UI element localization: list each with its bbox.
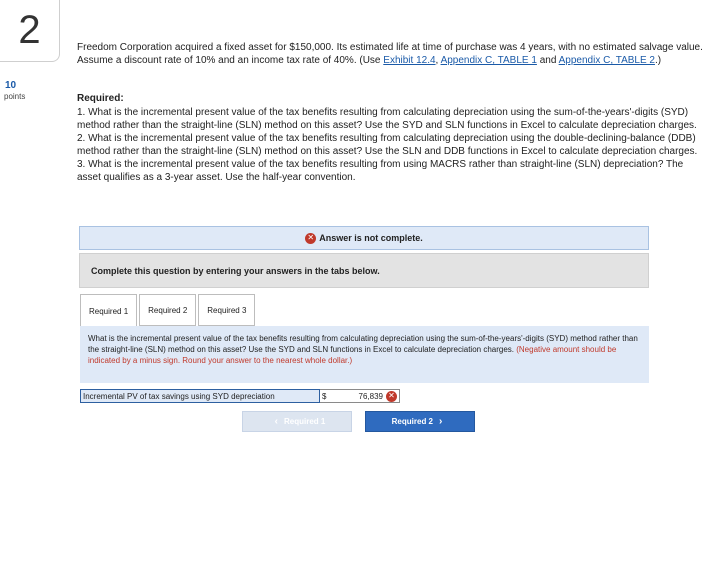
appendix-table2-link[interactable]: Appendix C, TABLE 2 <box>558 55 655 66</box>
instructions-bar <box>79 253 649 288</box>
question-intro: Freedom Corporation acquired a fixed asset for $150,000. Its estimated life at time of purchase was 4 years, with no estimated salvage value. Assume a discount rate of 10% and an income tax rate of 40%. (Use <box>77 42 703 66</box>
prev-button[interactable] <box>242 411 352 432</box>
panel-question-text: What is the incremental present value of the tax benefits resulting from calculating depreciation using the sum-of-the-years'-digits (SYD) method rather than the straight-line (SLN) method on this asset? Use the SYD and SLN functions in Excel to calculate depreciation charges. <box>88 334 638 354</box>
requirement-item: 1. What is the incremental present value of the tax benefits resulting from calculating depreciation using the sum-of-the-years'-digits (SYD) method rather than the straight-line (SLN) method on this asset? Use the SYD and SLN functions in Excel to calculate depreciation charges. <box>77 107 697 131</box>
incomplete-notice <box>79 226 649 250</box>
question-text: Freedom Corporation acquired a fixed asset for $150,000. Its estimated life at time of purchase was 4 years, with no estimated salvage value. Assume a discount rate of 10% and an income tax rate of 40%. (Use Exhibit 12.4, Appendix C, TABLE 1 and Appendix C, TABLE 2.) <box>77 42 703 66</box>
instructions-text: Complete this question by entering your answers in the tabs below. <box>91 265 380 276</box>
answer-value[interactable]: 76,839 <box>358 391 383 401</box>
next-button-label: Required 2 <box>391 417 433 426</box>
tab-required-2[interactable]: Required 2 <box>139 294 196 326</box>
requirements-list <box>77 106 707 184</box>
tab-required-1[interactable]: Required 1 <box>80 294 137 327</box>
points-label: points <box>4 92 26 101</box>
requirement-item: 2. What is the incremental present value of the tax benefits resulting from calculating depreciation using the double-declining-balance (DDB) method rather than the straight-line (SLN) method on this asset? Use the SLN and DDB functions in Excel to calculate depreciation charges. <box>77 133 698 157</box>
answer-label: Incremental PV of tax savings using SYD depreciation <box>80 389 320 403</box>
prev-button-label: Required 1 <box>284 417 326 426</box>
x-circle-icon: ✕ <box>305 233 316 244</box>
tab-required-3[interactable]: Required 3 <box>198 294 255 326</box>
requirement-item: 3. What is the incremental present value of the tax benefits resulting from using MACRS rather than straight-line (SLN) depreciation? The asset qualifies as a 3-year asset. Use the half-year convention. <box>77 159 684 183</box>
question-number: 2 <box>0 0 60 62</box>
notice-text: Answer is not complete. <box>319 233 423 243</box>
points-value: 10 <box>5 80 17 91</box>
tab-bar <box>80 294 257 326</box>
incorrect-x-icon: ✕ <box>386 391 397 402</box>
tab-content-panel <box>80 326 649 383</box>
chevron-left-icon: ‹ <box>274 416 278 427</box>
panel-hint: (Negative amount should be indicated by a minus sign. Round your answer to the nearest whole dollar.) <box>88 345 617 365</box>
answer-input[interactable] <box>320 389 400 403</box>
currency-symbol: $ <box>322 391 327 401</box>
chevron-right-icon: › <box>439 416 443 427</box>
required-heading: Required: <box>77 93 124 104</box>
next-button[interactable] <box>365 411 475 432</box>
appendix-table1-link[interactable]: Appendix C, TABLE 1 <box>440 55 537 66</box>
answer-row <box>80 389 400 403</box>
exhibit-link[interactable]: Exhibit 12.4 <box>383 55 436 66</box>
